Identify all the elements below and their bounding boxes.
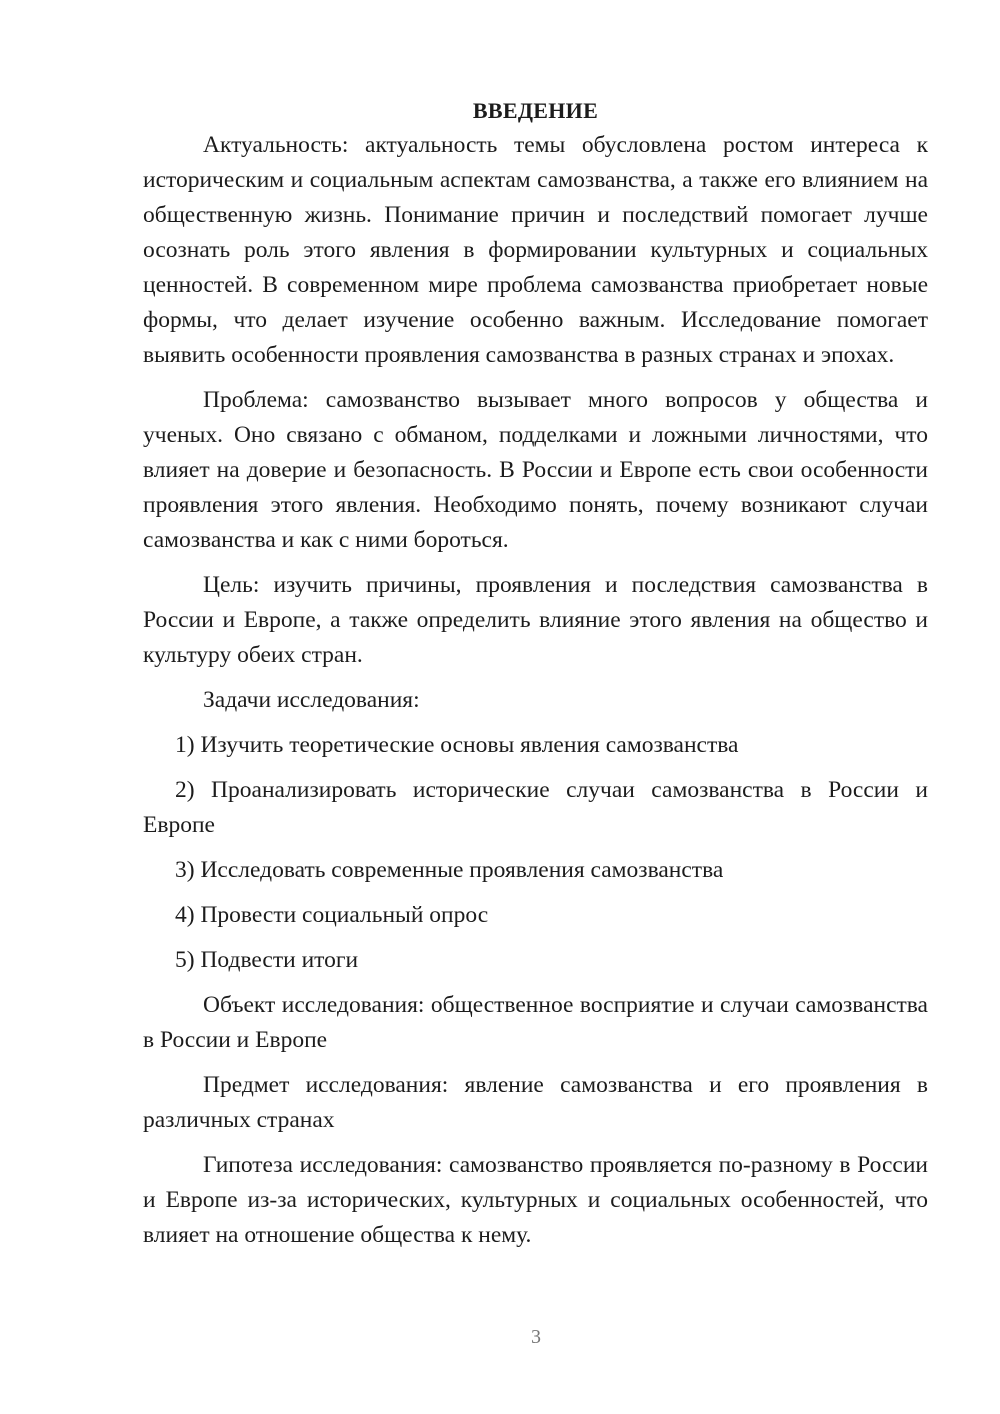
object-paragraph: Объект исследования: общественное восприятие и случаи самозванства в России и Европе	[143, 992, 928, 1053]
page-number: 3	[531, 1326, 541, 1348]
subject-paragraph: Предмет исследования: явление самозванства и его проявления в различных странах	[143, 1072, 928, 1133]
relevance-paragraph: Актуальность: актуальность темы обусловлена ростом интереса к историческим и социальным аспектам самозванства, а также его влиянием на общественную жизнь. Понимание причин и последствий помогает лучше осознать роль этого явления в формировании культурных и социальных ценностей. В современном мире проблема самозванства приобретает новые формы, что делает изучение особенно важным. Исследование помогает выявить особенности проявления самозванства в разных странах и эпохах.	[143, 132, 928, 368]
hypothesis-paragraph: Гипотеза исследования: самозванство проявляется по-разному в России и Европе из-за исторических, культурных и социальных особенностей, что влияет на отношение общества к нему.	[143, 1152, 928, 1248]
goal-paragraph: Цель: изучить причины, проявления и последствия самозванства в России и Европе, а также определить влияние этого явления на общество и культуру обеих стран.	[143, 572, 928, 668]
task-list-item: 4) Провести социальный опрос	[175, 902, 489, 928]
page-content	[143, 93, 928, 1253]
task-list-item: 1) Изучить теоретические основы явления самозванства	[175, 732, 739, 758]
problem-paragraph: Проблема: самозванство вызывает много вопросов у общества и ученых. Оно связано с обманом, подделками и ложными личностями, что влияет на доверие и безопасность. В России и Европе есть свои особенности проявления этого явления. Необходимо понять, почему возникают случаи самозванства и как с ними бороться.	[143, 387, 928, 553]
task-list-item: 3) Исследовать современные проявления самозванства	[175, 857, 724, 883]
task-list-item: 5) Подвести итоги	[175, 947, 359, 973]
tasks-heading: Задачи исследования:	[203, 687, 420, 713]
task-list-item: 2) Проанализировать исторические случаи самозванства в России и Европе	[143, 777, 928, 838]
page-title: ВВЕДЕНИЕ	[472, 98, 599, 123]
